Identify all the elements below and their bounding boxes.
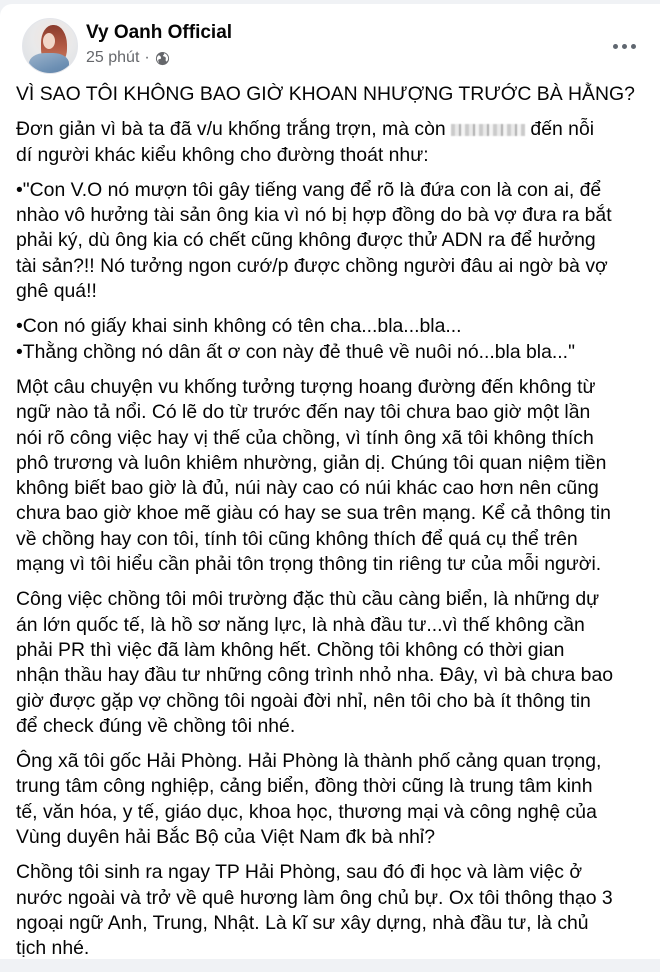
globe-icon[interactable]	[155, 51, 170, 66]
paragraph-2: Công việc chồng tôi môi trường đặc thù cầu càng biển, là những dự án lớn quốc tế, là hồ sơ năng lực, là nhà đầu tư...vì thế không cần phải PR thì việc đã làm không hết. Chồng tôi không có thời gian nhận thầu hay đầu tư những công trình nhỏ nha. Đây, vì bà chưa bao giờ được gặp vợ chồng tôi ngoài đời nhỉ, nên tôi cho bà ít thông tin để check đúng về chồng tôi nhé.	[16, 588, 614, 737]
post-meta	[86, 49, 170, 67]
intro-paragraph: Đơn giản vì bà ta đã v/u khống trắng trợn, mà còn đến nỗi dí người khác kiểu không cho đường thoát như:	[16, 118, 595, 166]
paragraph-3: Ông xã tôi gốc Hải Phòng. Hải Phòng là thành phố cảng quan trọng, trung tâm công nghiệp, cảng biển, đồng thời cũng là trung tâm kinh tế, văn hóa, y tế, giáo dục, khoa học, thương mại và công nghệ của Vùng duyên hải Bắc Bộ của Việt Nam đk bà nhỉ?	[16, 750, 602, 849]
post-title: VÌ SAO TÔI KHÔNG BAO GIỜ KHOAN NHƯỢNG TRƯỚC BÀ HẰNG?	[16, 83, 635, 105]
avatar[interactable]	[22, 18, 78, 74]
paragraph-1: Một câu chuyện vu khống tưởng tượng hoang đường đến không từ ngữ nào tả nổi. Có lẽ do từ trước đến nay tôi chưa bao giờ một lần nói rõ công việc hay vị thế của chồng, vì tính ông xã tôi không thích phô trương và luôn khiêm nhường, giản dị. Chúng tôi quan niệm tiền không biết bao giờ là đủ, núi này cao có núi khác cao hơn nên cũng chưa bao giờ khoe mẽ giàu có hay se sua trên mạng. Kể cả thông tin về chồng hay con tôi, tính tôi cũng không thích để quá cụ thể trên mạng vì tôi hiểu cần phải tôn trọng thông tin riêng tư của mỗi người.	[16, 375, 611, 576]
quote-paragraph-2: •Con nó giấy khai sinh không có tên cha...bla...bla... •Thằng chồng nó dân ất ơ con này đẻ thuê về nuôi nó...bla bla..."	[16, 315, 575, 363]
redacted-text	[451, 124, 525, 136]
post-body	[16, 82, 644, 972]
more-options-icon	[613, 44, 618, 49]
post-header	[22, 18, 642, 78]
quote-paragraph-1: •"Con V.O nó mượn tôi gây tiếng vang để rõ là đứa con là con ai, để nhào vô hưởng tài sản ông kia vì nó bị hợp đồng do bà vợ đưa ra bắt phải ký, dù ông kia có chết cũng không được thử ADN ra để hưởng tài sản?!! Nó tưởng ngon cướ/p được chồng người đâu ai ngờ bà vợ ghê quá!!	[16, 178, 612, 303]
post-card	[0, 4, 660, 959]
separator: ·	[144, 49, 150, 66]
author-name[interactable]: Vy Oanh Official	[86, 22, 233, 43]
paragraph-4: Chồng tôi sinh ra ngay TP Hải Phòng, sau đó đi học và làm việc ở nước ngoài và trở về quê hương làm ông chủ bự. Ox tôi thông thạo 3 ngoại ngữ Anh, Trung, Nhật. Là kĩ sư xây dựng, nhà đầu tư, là chủ tịch nhé.	[16, 861, 613, 960]
more-options-button[interactable]	[606, 36, 642, 56]
post-time[interactable]: 25 phút	[86, 49, 140, 66]
